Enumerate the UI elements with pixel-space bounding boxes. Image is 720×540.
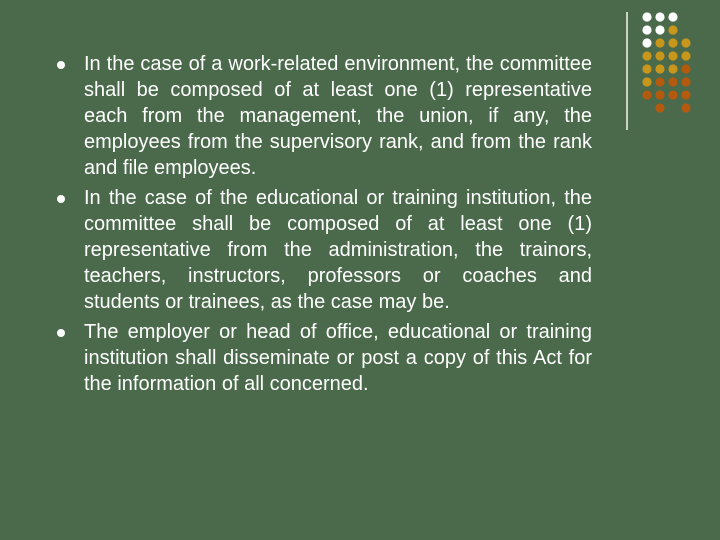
decor-dot [655,90,664,99]
decor-dot [642,12,651,21]
decor-dot [668,77,677,86]
vertical-divider [626,12,628,130]
decor-dot [655,77,664,86]
decor-dot [681,64,690,73]
bullet-item-committee-work [56,51,592,181]
decor-dot [642,90,651,99]
decor-dot [655,103,664,112]
decor-dot [681,77,690,86]
decor-dot [655,38,664,47]
decor-dot [655,64,664,73]
bullet-list [56,51,592,401]
bullet-dot-icon [57,61,65,69]
decor-dot [668,64,677,73]
bullet-text: In the case of a work-related environment, the committee shall be composed of at least one (1) representative each from the management, the union, if any, the employees from the supervisory rank, and from the rank and file employees. [84,53,592,179]
decor-dot [642,38,651,47]
decor-dot [642,25,651,34]
decor-dot [668,38,677,47]
decor-dot [655,51,664,60]
dot-grid-decoration [641,11,711,121]
decor-dot [681,38,690,47]
decor-dot [655,12,664,21]
bullet-dot-icon [57,329,65,337]
bullet-dot-icon [57,195,65,203]
bullet-text: In the case of the educational or training institution, the committee shall be composed of at least one (1) representative from the administration, the trainors, teachers, instructors, professors or coaches and students or trainees, as the case may be. [84,187,592,313]
bullet-text: The employer or head of office, educational or training institution shall disseminate or post a copy of this Act for the information of all concerned. [84,321,592,395]
decor-dot [668,51,677,60]
bullet-item-dissemination [56,319,592,397]
decor-dot [681,103,690,112]
decor-dot [668,12,677,21]
decor-dot [668,90,677,99]
decor-dot [681,90,690,99]
bullet-item-committee-education [56,185,592,315]
decor-dot [655,25,664,34]
decor-dot [642,64,651,73]
decor-dot [668,25,677,34]
decor-dot [642,51,651,60]
decor-dot [681,51,690,60]
dot-grid-icon [641,11,711,121]
decor-dot [642,77,651,86]
